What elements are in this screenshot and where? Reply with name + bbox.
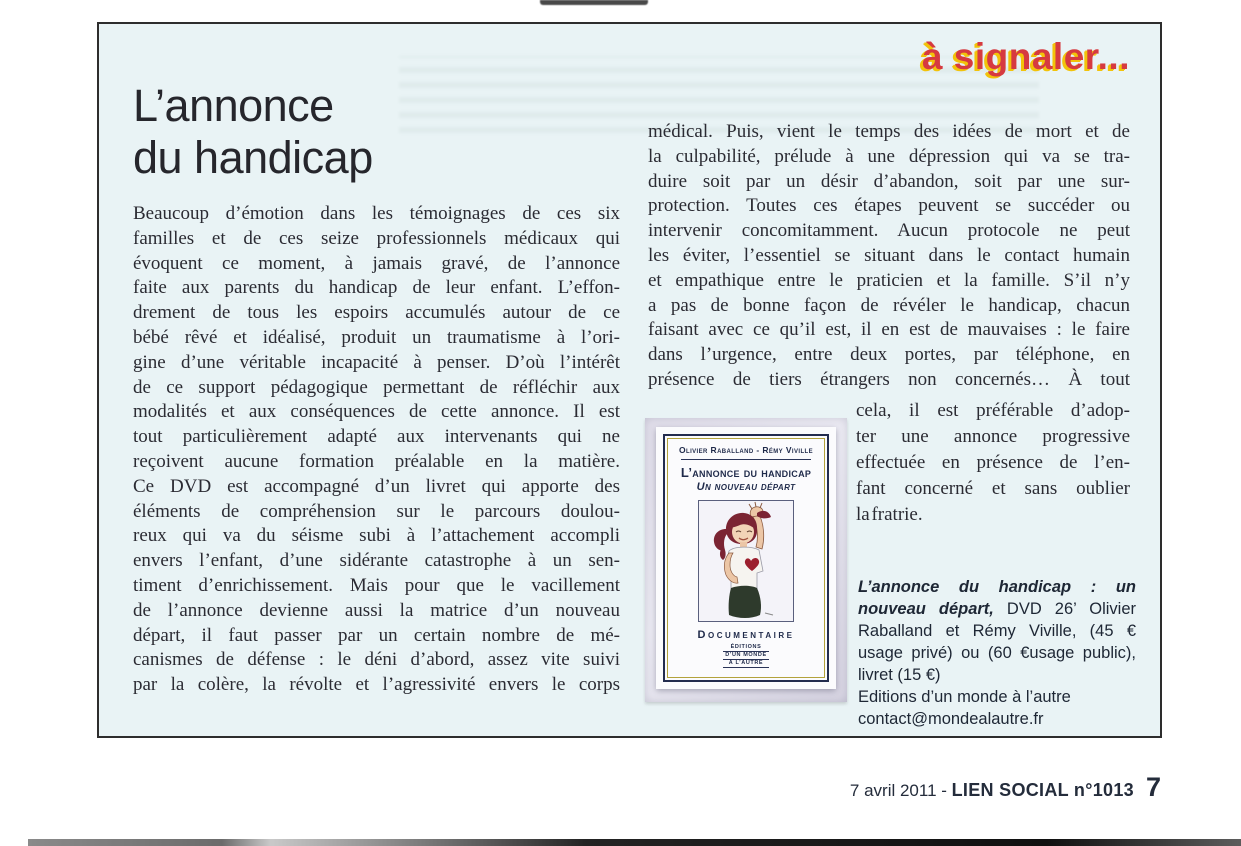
dvd-cover-case bbox=[656, 427, 836, 689]
text-line: ter une annonce progressive bbox=[856, 426, 1130, 447]
footer-date: 7 avril 2011 - bbox=[849, 781, 952, 800]
text-line: protection. Toutes ces étapes peuvent se succéder ou bbox=[648, 195, 1130, 217]
scan-edge-bar bbox=[28, 839, 1241, 846]
dvd-genre-label: Documentaire bbox=[697, 629, 795, 641]
text-line: évoquent ce moment, à jamais gravé, de l’annonce bbox=[133, 252, 620, 274]
article-right-column-wrap bbox=[856, 398, 1130, 528]
dvd-cover-card-inner bbox=[667, 438, 825, 678]
dvd-cover-card bbox=[663, 434, 829, 682]
caption-publisher: Editions d’un monde à l’autre bbox=[858, 688, 1071, 706]
caption-body: DVD 26’ Olivier Raballand et Rémy Viville, (45 € usage privé) ou (60 €usage public), livret (15 €) bbox=[858, 600, 1136, 684]
text-line: et empathique entre le praticien et la famille. S’il n’y bbox=[648, 269, 1130, 291]
text-line: les éviter, l’essentiel se situant dans le contact humain bbox=[648, 244, 1130, 266]
footer-magazine: LIEN SOCIAL n°1013 bbox=[951, 780, 1134, 800]
footer-page-number: 7 bbox=[1145, 772, 1161, 802]
title-line-2: du handicap bbox=[133, 132, 373, 183]
text-line: la fratrie. bbox=[856, 504, 923, 525]
text-line: dans l’urgence, entre deux portes, par téléphone, en bbox=[648, 344, 1130, 366]
text-line: timent d’enrichissement. Mais pour que le vacillement bbox=[133, 574, 620, 596]
text-line: Ce DVD est accompagné d’un livret qui apporte des bbox=[133, 475, 620, 497]
text-line: modalités et aux conséquences de cette annonce. Il est bbox=[133, 401, 620, 423]
text-line: a pas de bonne façon de révéler le handicap, chacun bbox=[648, 294, 1130, 316]
article-right-column bbox=[648, 120, 1130, 393]
dvd-publisher-logo bbox=[723, 644, 768, 668]
article-left-column bbox=[133, 202, 620, 698]
text-line: faite aux parents du handicap de leur enfant. L’effon- bbox=[133, 277, 620, 299]
text-line: départ, il faut passer par un certain nombre de mé- bbox=[133, 624, 620, 646]
text-line: gine d’une véritable incapacité à penser. D’où l’intérêt bbox=[133, 351, 620, 373]
text-line: reçoivent aucune formation préalable en la matière. bbox=[133, 450, 620, 472]
text-line: de ce support pédagogique permettant de réfléchir aux bbox=[133, 376, 620, 398]
text-line: présence de tiers étrangers non concernés… À tout bbox=[648, 368, 1130, 390]
caption-title: L’annonce du handicap : un nouveau départ, bbox=[858, 578, 1136, 618]
text-line: cela, il est préférable d’adop- bbox=[856, 400, 1130, 421]
text-line: médical. Puis, vient le temps des idées de mort et de bbox=[648, 121, 1130, 142]
text-line: tout particulièrement adapté aux intervenants qui ne bbox=[133, 426, 620, 448]
text-line: duire soit par un désir d’abandon, soit par une sur- bbox=[648, 170, 1130, 192]
text-line: par la colère, la révolte et l’agressivité envers le corps bbox=[133, 674, 620, 696]
text-line: canismes de défense : le déni d’abord, assez vite suivi bbox=[133, 649, 620, 671]
text-line: drement de tous les espoirs accumulés autour de ce bbox=[133, 302, 620, 324]
section-header-label: à signaler... bbox=[921, 36, 1130, 77]
text-line: faisant avec ce qu’il est, il en est de mauvaises : le faire bbox=[648, 319, 1130, 341]
text-line: fant concerné et sans oublier bbox=[856, 478, 1130, 499]
dvd-publisher-line: ÉDITIONS bbox=[723, 644, 768, 652]
dvd-subtitle: Un nouveau départ bbox=[696, 481, 796, 493]
dvd-publisher-line: D’UN MONDE bbox=[725, 652, 767, 658]
text-line: familles et de ces seize professionnels médicaux qui bbox=[133, 227, 620, 249]
text-line: de l’annonce devienne aussi la matrice d’un nouveau bbox=[133, 599, 620, 621]
dvd-publisher-line: À L’AUTRE bbox=[723, 660, 768, 668]
caption-email: contact@mondealautre.fr bbox=[858, 710, 1044, 728]
page-footer bbox=[850, 772, 1161, 803]
dvd-illustration-frame bbox=[698, 500, 794, 622]
caption-block bbox=[858, 576, 1136, 730]
dvd-title: L’annonce du handicap bbox=[680, 465, 812, 480]
text-line: envers l’enfant, d’une sidérante catastrophe à un sen- bbox=[133, 550, 620, 572]
caption-main bbox=[858, 576, 1136, 686]
dvd-divider-rule bbox=[681, 459, 811, 460]
text-line: intervenir concomitamment. Aucun protocole ne peut bbox=[648, 220, 1130, 242]
dvd-cover-photo bbox=[645, 418, 847, 702]
title-line-1: L’annonce bbox=[133, 80, 334, 131]
text-line: effectuée en présence de l’en- bbox=[856, 452, 1130, 473]
scan-smudge-top bbox=[540, 0, 648, 5]
text-line: bébé rêvé et idéalisé, produit un traumatisme à l’ori- bbox=[133, 326, 620, 348]
girl-illustration bbox=[699, 501, 793, 621]
text-line: éléments de compréhension sur le parcours doulou- bbox=[133, 500, 620, 522]
text-line: reux qui va du séisme subi à l’attachement accompli bbox=[133, 525, 620, 547]
article-panel bbox=[97, 22, 1162, 738]
dvd-authors: Olivier Raballand - Rémy Viville bbox=[679, 445, 813, 455]
article-title bbox=[133, 80, 373, 184]
text-line: la culpabilité, prélude à une dépression qui va se tra- bbox=[648, 145, 1130, 167]
text-line: Beaucoup d’émotion dans les témoignages de ces six bbox=[133, 203, 620, 224]
